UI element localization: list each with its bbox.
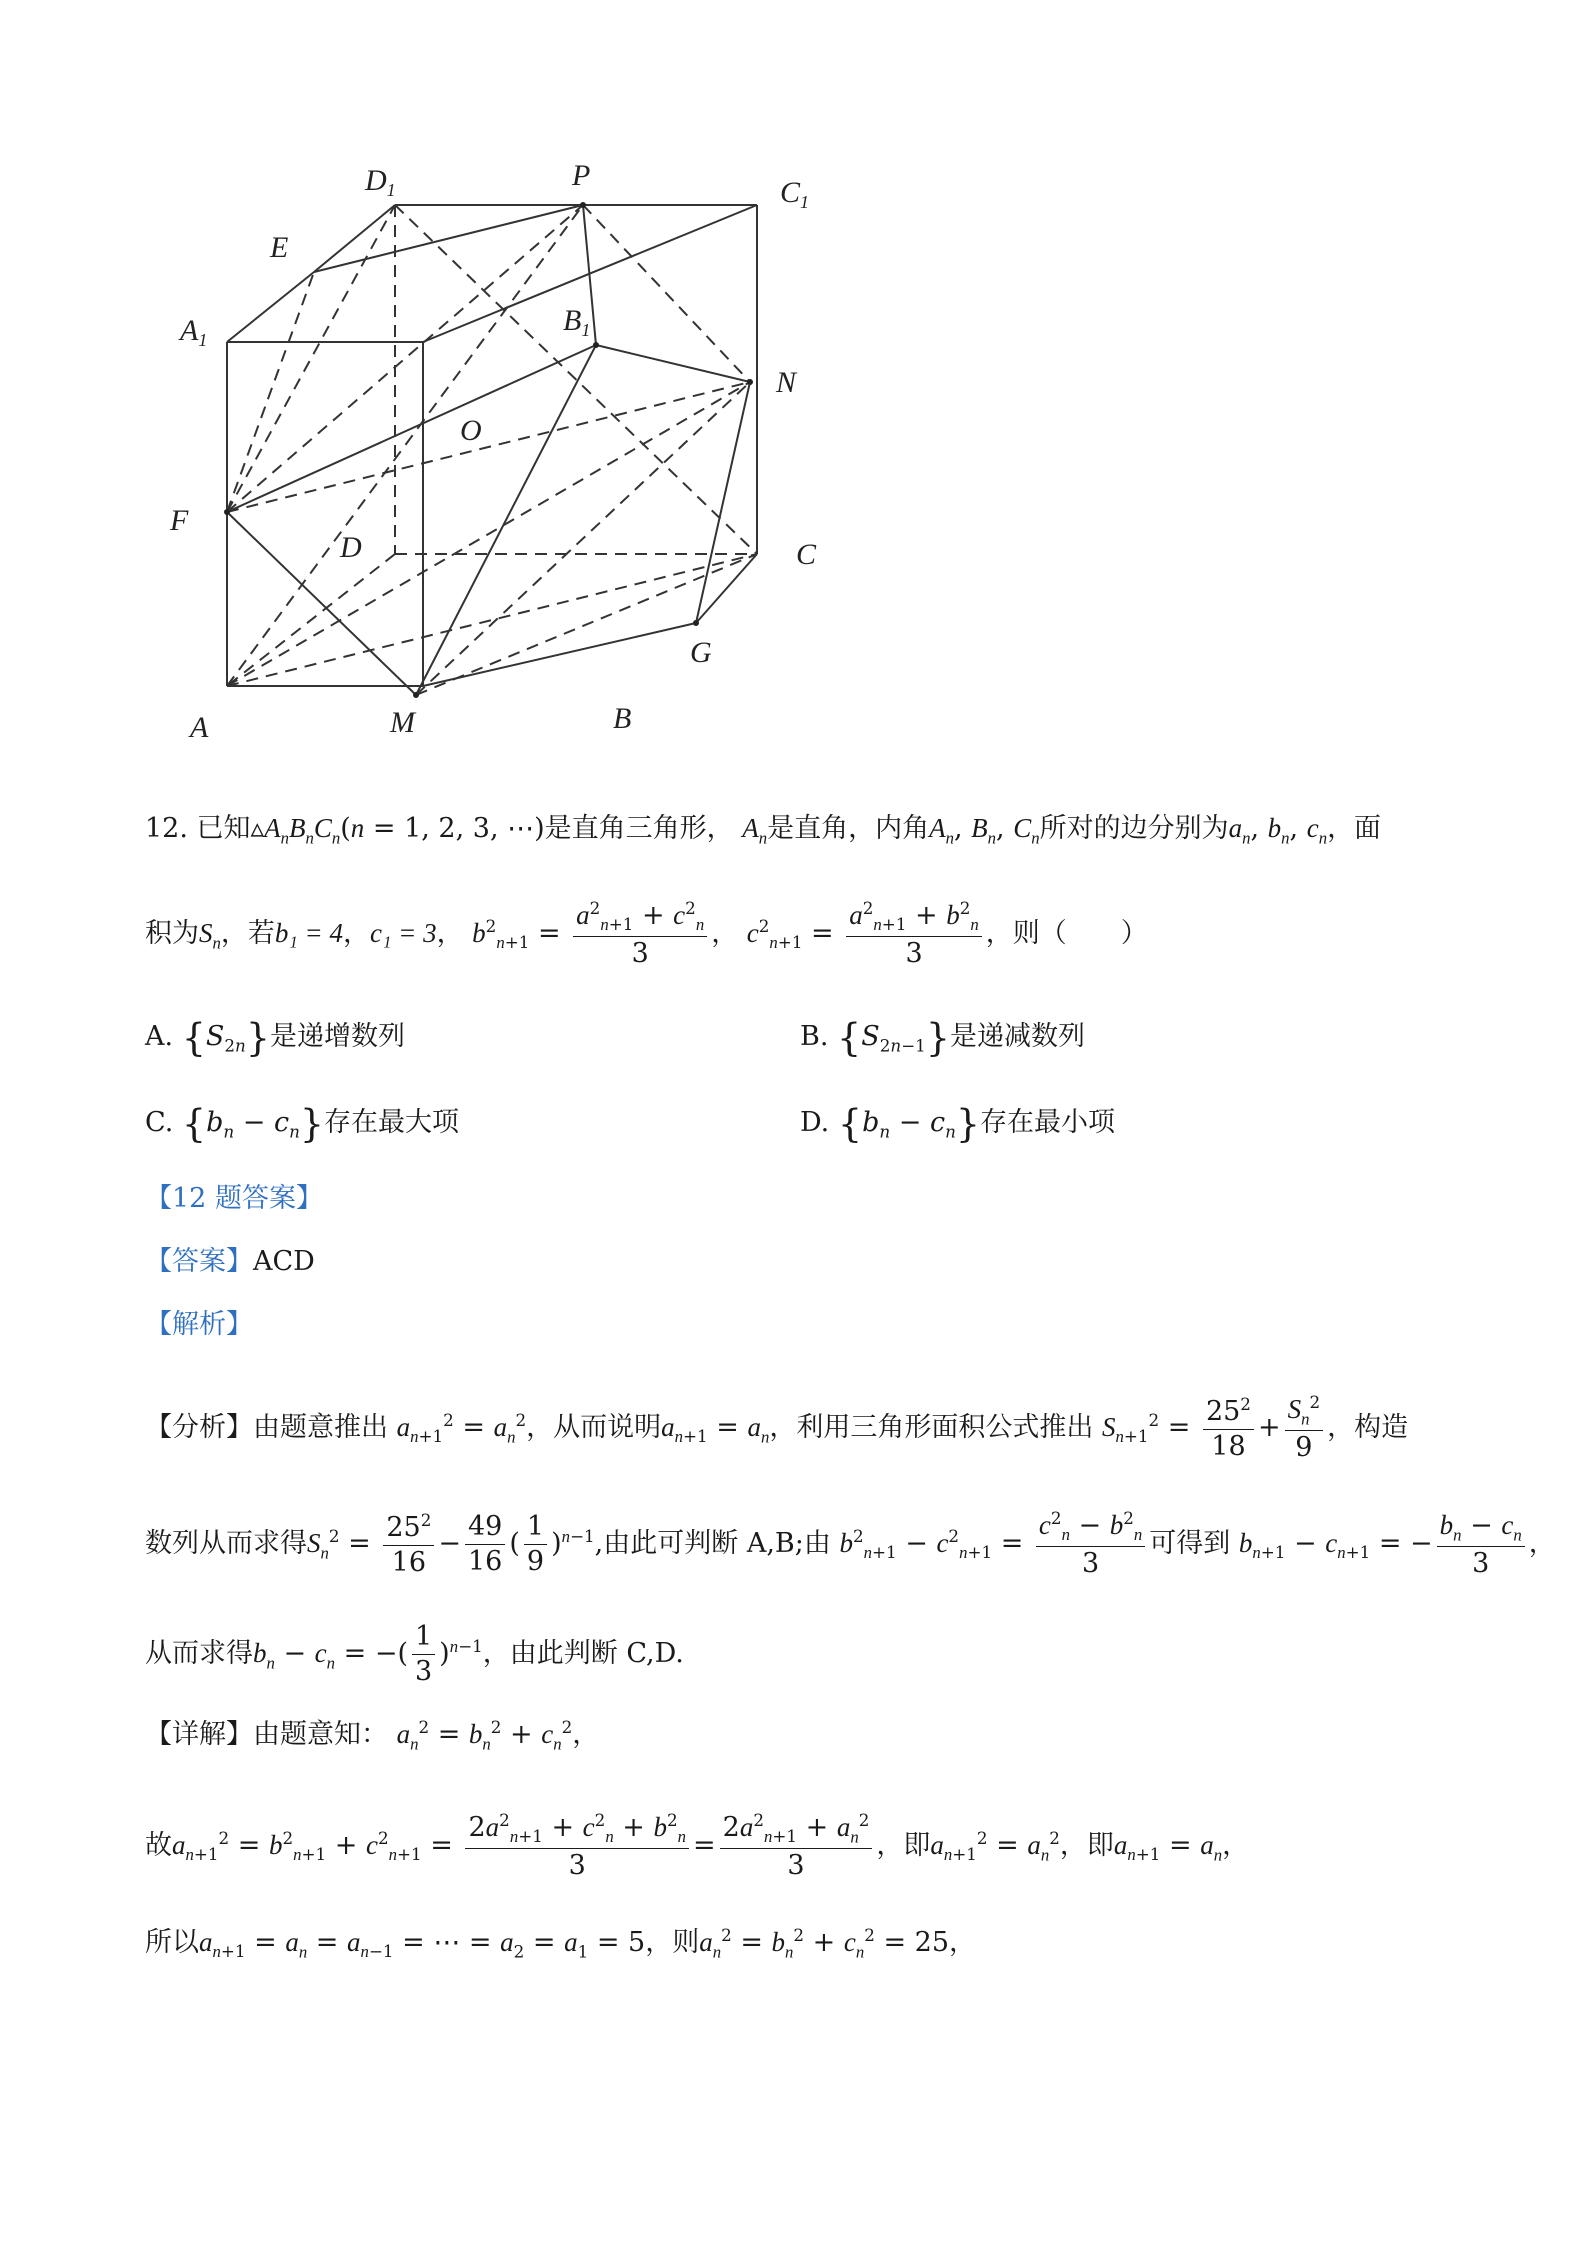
detail-line-1: 【详解】由题意知： $a_n^2 = b_n^2 + c_n^2$， (145, 1717, 600, 1754)
seg-FD1 (227, 205, 395, 512)
answer-heading: 【12 题答案】 (145, 1183, 323, 1214)
label-D: D (340, 531, 362, 564)
edge-GC (696, 554, 757, 623)
edge-A1E (227, 272, 314, 342)
analysis-heading: 【解析】 (145, 1309, 253, 1340)
label-C1: $C_1$ (780, 176, 810, 212)
question-line-1: 12. 已知$▵A_nB_nC_n(n = 1$, 2, 3, ⋯)是直角三角形， $A_n$是直角，内角$A_n$, $B_n$, $C_n$所对的边分别为$a_n$, $b_n$, $c_n$，面 (145, 813, 1382, 848)
answer-line: 【答案】ACD (145, 1246, 315, 1277)
seg-AC (227, 554, 757, 686)
seg-AN (227, 382, 750, 686)
seg-FN (227, 382, 750, 512)
label-A1: $A_1$ (180, 314, 208, 350)
cube-figure (170, 150, 870, 750)
label-E: E (270, 231, 289, 264)
option-b[interactable]: B. $\{S_{2n-1}\}$是递减数列 (800, 1015, 1086, 1060)
edge-BG (423, 623, 696, 686)
label-D1: $D_1$ (365, 164, 396, 200)
label-A: A (190, 711, 209, 744)
label-C: C (796, 538, 817, 571)
label-B1: $B_1$ (563, 304, 591, 340)
seg-AP (227, 205, 583, 686)
seg-B1N (596, 345, 750, 382)
question-line-2: 积为$S_n$，若b₁ = 4，c₁ = 3， $b^2_{n+1}$ = $\frac{a^2_{n+1} + c^2_n}{3}$ ， $c^2_{n+1}$ = $\frac{a^2_{n+1} + b^2_n}{3}$ ，则（ ） (145, 898, 1148, 970)
analysis-line-1: 【分析】由题意推出 $a_{n+1}^2 = a_n^2$，从而说明$a_{n+1} = a_n$，利用三角形面积公式推出 $S_{n+1}^2$ = $\frac{25^2}{18}$ + $\frac{S_n^2}{9}$ ，构造 (145, 1392, 1409, 1464)
label-F: F (170, 504, 189, 537)
seg-B1M (416, 345, 596, 695)
label-M: M (390, 706, 415, 739)
option-a[interactable]: A. $\{S_{2n}\}$是递增数列 (145, 1015, 405, 1060)
label-O: O (460, 414, 482, 447)
detail-line-2: 故$a_{n+1}^2 = b^2_{n+1} + c^2_{n+1}$ = $\frac{2a^2_{n+1} + c^2_n + b^2_n}{3}$ = $\frac{2a^2_{n+1} + a_n^2}{3}$ ，即$a_{n+1}^2 = a_n^2$，即$a_{n+1} = a_n$， (145, 1810, 1250, 1882)
label-P: P (572, 159, 591, 192)
seg-D1C (395, 205, 757, 554)
label-B: B (613, 702, 632, 735)
seg-PN (583, 205, 750, 382)
label-N: N (776, 366, 797, 399)
analysis-line-3: 从而求得$b_n - c_n$ = −( $\frac{1}{3}$ )$^{n-1}$，由此判断 C,D. (145, 1621, 684, 1687)
analysis-line-2: 数列从而求得$S_n^2$ = $\frac{25^2}{16}$ − $\frac{49}{16}$ ( $\frac{1}{9}$ )$^{n-1}$,由此可判断 A,B;由 $b^2_{n+1} - c^2_{n+1}$ = $\frac{c^2_n - b^2_n}{3}$ 可得到 $b_{n+1} - c_{n+1}$ = − $\frac{b_n - c_n}{3}$ ， (145, 1508, 1556, 1580)
detail-line-3: 所以$a_{n+1} = a_n = a_{n-1}$ = ⋯ = $a_2 = a_1 = 5$，则$a_n^2 = b_n^2 + c_n^2 = 25$， (145, 1925, 977, 1962)
seg-B1F (227, 345, 596, 512)
label-G: G (690, 636, 712, 669)
option-d[interactable]: D. $\{b_n - c_n\}$存在最小项 (800, 1101, 1116, 1146)
option-c[interactable]: C. $\{b_n - c_n\}$存在最大项 (145, 1101, 460, 1146)
seg-FM (227, 512, 416, 695)
